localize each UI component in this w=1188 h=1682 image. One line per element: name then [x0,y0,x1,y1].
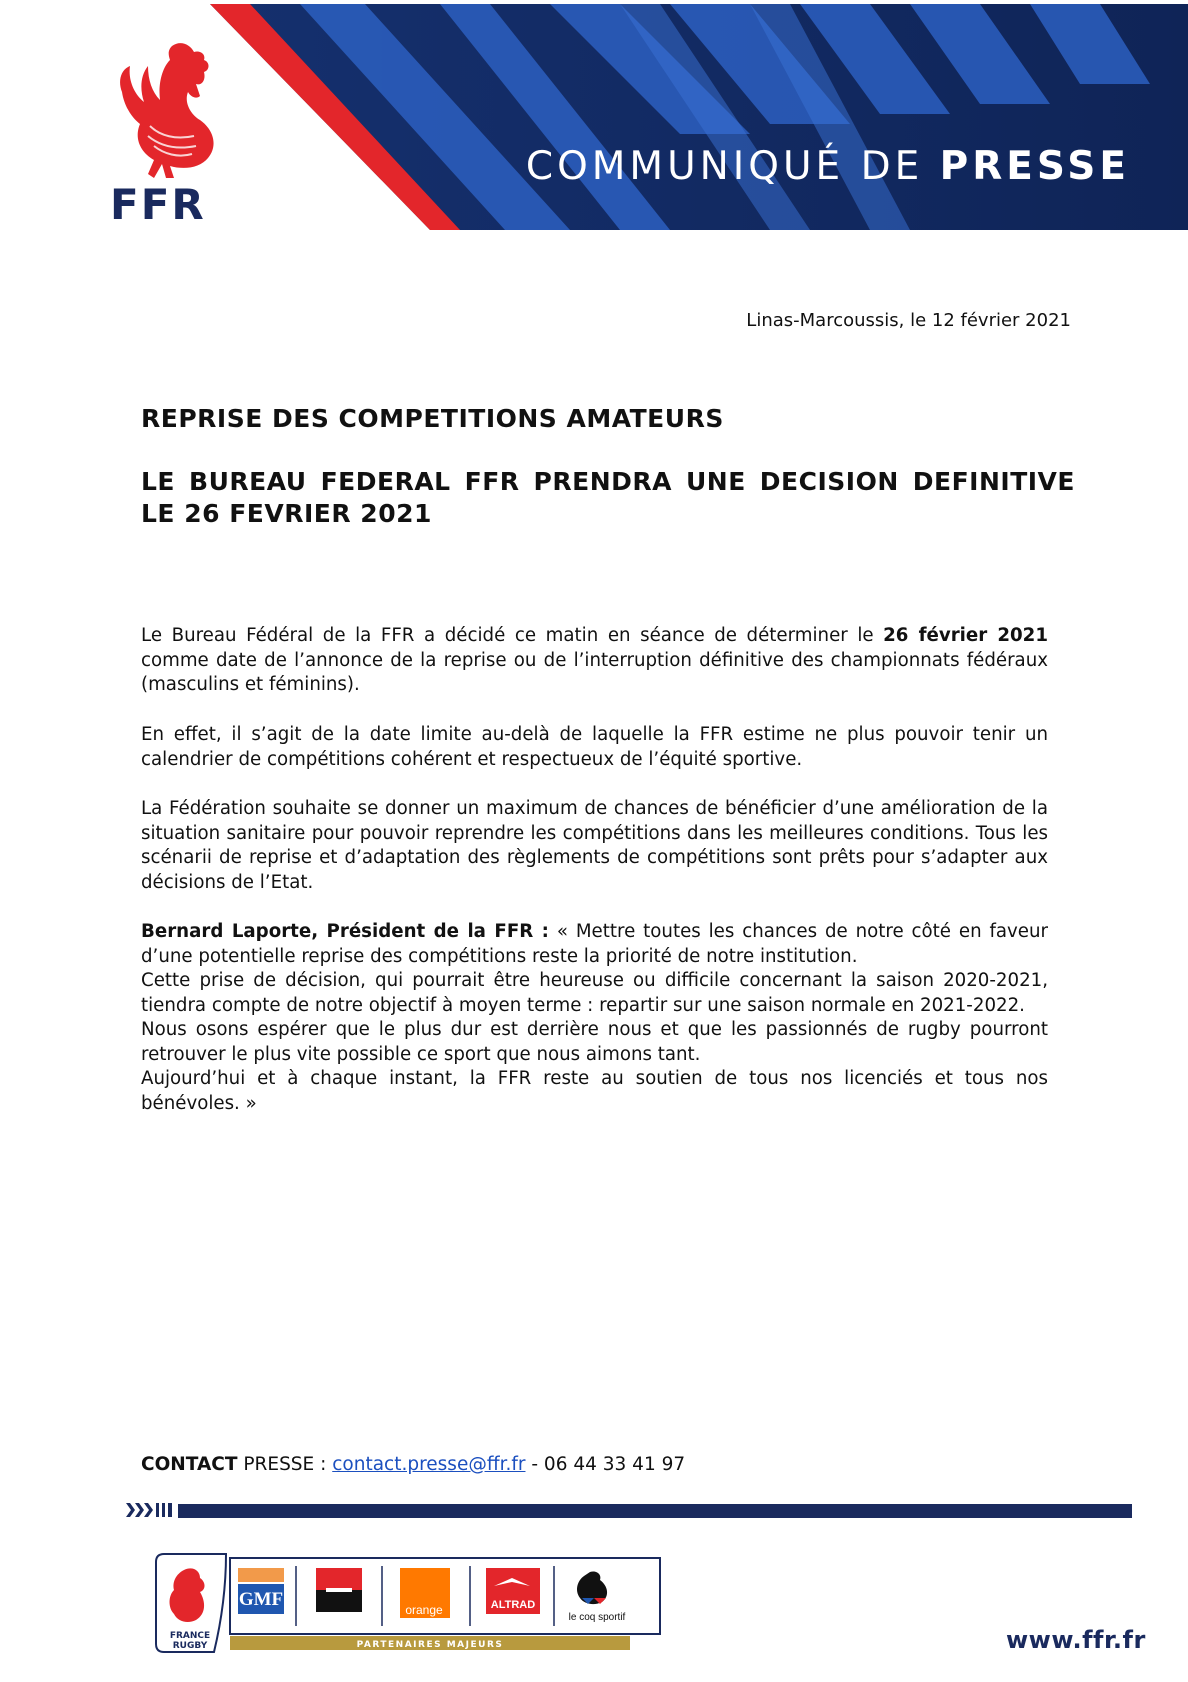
altrad-label: ALTRAD [490,1599,536,1611]
orange-logo [400,1568,450,1618]
ffr-wordmark: FFR [110,180,206,229]
contact-label-bold: CONTACT [141,1454,238,1475]
partners-strip [154,1552,694,1662]
footer-bar-line [178,1504,1132,1518]
quote-speaker: Bernard Laporte, Président de la FFR : [141,921,549,942]
press-release-banner [150,4,1188,230]
banner-title [526,144,1130,189]
banner-title-bold: PRESSE [939,144,1130,189]
place-date: Linas-Marcoussis, le 12 février 2021 [746,310,1071,331]
contact-label: PRESSE : [237,1454,333,1475]
quote-line-2: Cette prise de décision, qui pourrait être heureuse ou difficile concernant la saison 2020-2021, tiendra compte de notre objectif à moyen terme : repartir sur une saison normale en 2021-2022. [141,970,1048,1016]
societe-generale-logo [316,1568,362,1612]
paragraph-1-text-b: comme date de l’annonce de la reprise ou de l’interruption définitive des championnats fédéraux (masculins et féminins). [141,649,1048,695]
page-header [0,0,1188,240]
quote-line-1: « Mettre toutes les chances de notre côté en faveur d’une potentielle reprise des compétitions reste la priorité de notre institution. [141,921,1048,967]
website-url[interactable]: www.ffr.fr [1006,1626,1146,1654]
paragraph-1-text-a: Le Bureau Fédéral de la FFR a décidé ce matin en séance de déterminer le [141,625,884,646]
badge-line-1: FRANCE [169,1631,211,1641]
chevrons-icon [126,1501,176,1519]
quote-line-3: Nous osons espérer que le plus dur est derrière nous et que les passionnés de rugby pourront retrouver le plus vite possible ce sport que nous aimons tant. [141,1019,1048,1065]
banner-title-light: COMMUNIQUÉ DE [525,144,940,189]
partners-caption: PARTENAIRES MAJEURS [356,1640,504,1650]
press-contact [141,1454,685,1475]
badge-line-2: RUGBY [172,1641,208,1651]
rooster-icon [110,40,230,180]
orange-label: orange [405,1603,443,1617]
altrad-logo [486,1568,540,1614]
contact-email-link[interactable]: contact.presse@ffr.fr [332,1454,526,1475]
paragraph-1 [141,624,1048,698]
paragraph-1-date: 26 février 2021 [883,625,1048,646]
paragraph-2: En effet, il s’agit de la date limite au-delà de laquelle la FFR estime ne plus pouvoir tenir un calendrier de compétitions cohérent et respectueux de l’équité sportive. [141,724,1048,770]
le-coq-sportif-label: le coq sportif [568,1612,626,1623]
france-rugby-badge [156,1554,226,1652]
ffr-logo [110,40,240,230]
paragraph-3: La Fédération souhaite se donner un maximum de chances de bénéficier d’une amélioration de la situation sanitaire pour pouvoir reprendre les compétitions dans les meilleures conditions. Tous les scénarii de reprise et d’adaptation des règlements de compétitions sont prêts pour s’adapter aux décisions de l’Etat. [141,798,1048,893]
headline-secondary: LE BUREAU FEDERAL FFR PRENDRA UNE DECISION DEFINITIVE LE 26 FEVRIER 2021 [141,467,1075,528]
quote-line-4: Aujourd’hui et à chaque instant, la FFR reste au soutien de tous nos licenciés et tous nos bénévoles. » [141,1068,1048,1114]
headline-primary: REPRISE DES COMPETITIONS AMATEURS [141,404,724,433]
contact-phone: - 06 44 33 41 97 [525,1454,686,1475]
footer-divider [126,1500,1132,1520]
gmf-label: GMF [238,1589,284,1610]
president-quote [141,920,1048,1116]
gmf-logo [238,1568,284,1614]
